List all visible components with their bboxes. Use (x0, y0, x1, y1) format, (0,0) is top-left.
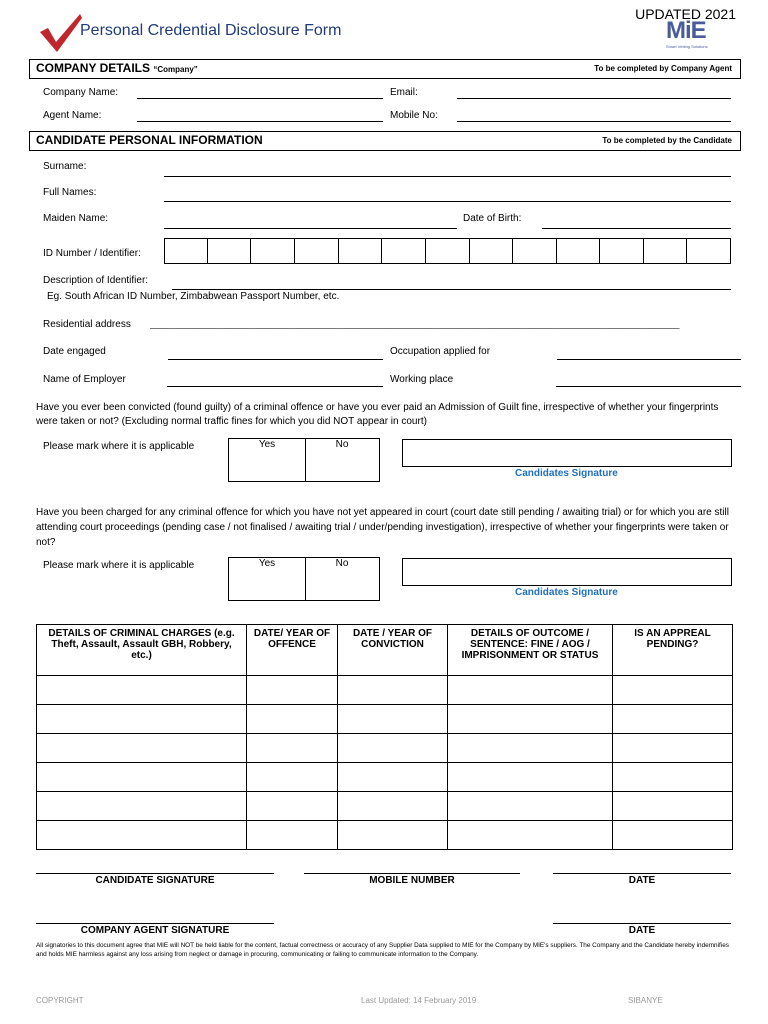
dob-field[interactable] (542, 228, 731, 229)
conviction-signature-box[interactable] (402, 439, 732, 467)
mark-applicable-label-2: Please mark where it is applicable (43, 560, 195, 571)
mobile-number-label: MOBILE NUMBER (369, 875, 455, 886)
table-cell[interactable] (247, 676, 338, 705)
occupation-field[interactable] (557, 359, 741, 360)
table-cell[interactable] (613, 792, 733, 821)
id-digit-box[interactable] (294, 238, 339, 264)
last-updated-text: Last Updated: 14 February 2019 (361, 996, 477, 1005)
table-cell[interactable] (37, 763, 247, 792)
candidate-info-heading: CANDIDATE PERSONAL INFORMATION (36, 133, 263, 147)
table-cell[interactable] (247, 821, 338, 850)
conviction-yes-no-box (228, 438, 380, 482)
criminal-charges-table (36, 624, 733, 850)
table-cell[interactable] (448, 705, 613, 734)
company-agent-signature-line[interactable] (36, 923, 274, 924)
pending-no-cell[interactable] (305, 558, 379, 600)
pending-yes-cell[interactable] (229, 558, 306, 600)
identifier-description-field[interactable] (172, 289, 731, 290)
candidate-note: To be completed by the Candidate (602, 136, 732, 145)
identifier-example-text: Eg. South African ID Number, Zimbabwean Passport Number, etc. (47, 291, 340, 302)
table-cell[interactable] (338, 734, 448, 763)
table-cell[interactable] (613, 763, 733, 792)
client-name-text: SIBANYE (628, 996, 663, 1005)
table-header-row (37, 625, 733, 676)
offence-date-header: DATE/ YEAR OF OFFENCE (247, 625, 338, 676)
working-place-label: Working place (390, 374, 454, 385)
liability-disclaimer: All signatories to this document agree that MIE will NOT be held liable for the content, factual correctness or accuracy of any Supplier Data supplied to MIE for the Company by MIE's suppliers. The Company and the Candidate hereby indemnifies and holds MIE harmless against any loss arising from neglect or damage in procuring, communicating or failing to communicate information to the Company. (36, 942, 729, 958)
id-digit-box[interactable] (207, 238, 251, 264)
candidate-info-header (29, 131, 741, 151)
full-names-field[interactable] (164, 201, 731, 202)
table-cell[interactable] (338, 705, 448, 734)
agent-name-label: Agent Name: (43, 110, 102, 121)
conviction-date-header: DATE / YEAR OF CONVICTION (338, 625, 448, 676)
table-cell[interactable] (247, 763, 338, 792)
mobile-number-line[interactable] (304, 873, 520, 874)
surname-field[interactable] (164, 176, 731, 177)
table-cell[interactable] (448, 763, 613, 792)
id-digit-box[interactable] (599, 238, 644, 264)
candidate-signature-label: CANDIDATE SIGNATURE (95, 875, 215, 886)
id-digit-box[interactable] (686, 238, 731, 264)
id-digit-box[interactable] (164, 238, 208, 264)
appeal-pending-header: IS AN APPREAL PENDING? (613, 625, 733, 676)
table-cell[interactable] (613, 705, 733, 734)
id-digit-box[interactable] (338, 238, 382, 264)
table-row (37, 792, 733, 821)
id-digit-box[interactable] (512, 238, 557, 264)
surname-label: Surname: (43, 161, 87, 172)
id-digit-box[interactable] (250, 238, 295, 264)
charges-details-header: DETAILS OF CRIMINAL CHARGES (e.g. Theft, Assault, Assault GBH, Robbery, etc.) (37, 625, 247, 676)
table-cell[interactable] (613, 821, 733, 850)
dob-label: Date of Birth: (463, 213, 522, 224)
table-cell[interactable] (613, 734, 733, 763)
table-cell[interactable] (37, 734, 247, 763)
id-digit-box[interactable] (643, 238, 687, 264)
date-line-2[interactable] (553, 923, 731, 924)
table-cell[interactable] (247, 734, 338, 763)
table-row (37, 705, 733, 734)
maiden-name-field[interactable] (164, 228, 457, 229)
date-label-2: DATE (628, 925, 656, 936)
id-digit-box[interactable] (425, 238, 470, 264)
employer-label: Name of Employer (43, 374, 126, 385)
company-agent-note: To be completed by Company Agent (594, 64, 732, 73)
table-row (37, 676, 733, 705)
id-digit-box[interactable] (381, 238, 426, 264)
form-title: Personal Credential Disclosure Form (80, 22, 342, 39)
email-label: Email: (390, 87, 418, 98)
table-cell[interactable] (338, 676, 448, 705)
maiden-name-label: Maiden Name: (43, 213, 109, 224)
copyright-text: COPYRIGHT (36, 996, 84, 1005)
company-name-field[interactable] (137, 98, 383, 99)
residential-address-field[interactable]: _______________________________________________________________________________________________________________________ (150, 320, 680, 329)
table-cell[interactable] (37, 792, 247, 821)
full-names-label: Full Names: (43, 187, 97, 198)
yes-label: Yes (258, 439, 276, 450)
agent-name-field[interactable] (137, 121, 383, 122)
table-cell[interactable] (37, 821, 247, 850)
company-agent-signature-label: COMPANY AGENT SIGNATURE (80, 925, 230, 936)
candidate-signature-line[interactable] (36, 873, 274, 874)
company-details-note: “Company” (153, 65, 198, 74)
working-place-field[interactable] (556, 386, 741, 387)
candidates-signature-caption-2: Candidates Signature (515, 587, 618, 598)
residential-address-label: Residential address (43, 319, 131, 330)
yes-label: Yes (258, 558, 276, 569)
identifier-description-label: Description of Identifier: (43, 275, 149, 286)
id-number-label: ID Number / Identifier: (43, 248, 141, 259)
table-cell[interactable] (338, 792, 448, 821)
table-cell[interactable] (448, 792, 613, 821)
conviction-yes-cell[interactable] (229, 439, 306, 481)
date-engaged-label: Date engaged (43, 346, 106, 357)
table-cell[interactable] (247, 705, 338, 734)
mark-applicable-label-1: Please mark where it is applicable (43, 441, 195, 452)
id-digit-box[interactable] (556, 238, 600, 264)
outcome-header: DETAILS OF OUTCOME / SENTENCE: FINE / AOG / IMPRISONMENT OR STATUS (448, 625, 613, 676)
no-label: No (335, 439, 349, 450)
email-field[interactable] (457, 98, 731, 99)
mobile-label: Mobile No: (390, 110, 438, 121)
table-cell[interactable] (338, 821, 448, 850)
id-digit-box[interactable] (469, 238, 513, 264)
mie-logo (666, 18, 726, 54)
date-line-1[interactable] (553, 873, 731, 874)
employer-field[interactable] (167, 386, 383, 387)
table-cell[interactable] (448, 821, 613, 850)
mie-logo-tagline: Smart Vetting Solutions (666, 44, 708, 49)
table-cell[interactable] (37, 676, 247, 705)
pending-charge-question: Have you been charged for any criminal offence for which you have not yet appeared in court (court date still pending / awaiting trial) or for which you are still attending court proceedings (pending case / not finalised / awaiting trial / under/pending investigation), irrespective of whether your fingerprints were taken or not? (36, 507, 729, 548)
table-cell[interactable] (338, 763, 448, 792)
date-label-1: DATE (628, 875, 656, 886)
mie-logo-text: MiE (666, 17, 706, 44)
table-row (37, 821, 733, 850)
updated-label: UPDATED 2021 (635, 6, 736, 22)
occupation-label: Occupation applied for (390, 346, 491, 357)
candidates-signature-caption-1: Candidates Signature (515, 468, 618, 479)
mobile-field[interactable] (457, 121, 731, 122)
no-label: No (335, 558, 349, 569)
date-engaged-field[interactable] (168, 359, 383, 360)
table-cell[interactable] (247, 792, 338, 821)
pending-signature-box[interactable] (402, 558, 732, 586)
checkmark-logo-icon (38, 12, 84, 54)
company-name-label: Company Name: (43, 87, 119, 98)
pending-yes-no-box (228, 557, 380, 601)
table-cell[interactable] (613, 676, 733, 705)
company-details-header (29, 59, 741, 79)
table-cell[interactable] (448, 676, 613, 705)
conviction-no-cell[interactable] (305, 439, 379, 481)
table-row (37, 763, 733, 792)
table-cell[interactable] (37, 705, 247, 734)
table-cell[interactable] (448, 734, 613, 763)
table-row (37, 734, 733, 763)
company-details-heading: COMPANY DETAILS (36, 61, 151, 75)
conviction-question: Have you ever been convicted (found guilty) of a criminal offence or have you ever paid an Admission of Guilt fine, irrespective of whether your fingerprints were taken or not? (Excluding normal traffic fines for which you did NOT appear in court) (36, 402, 719, 427)
